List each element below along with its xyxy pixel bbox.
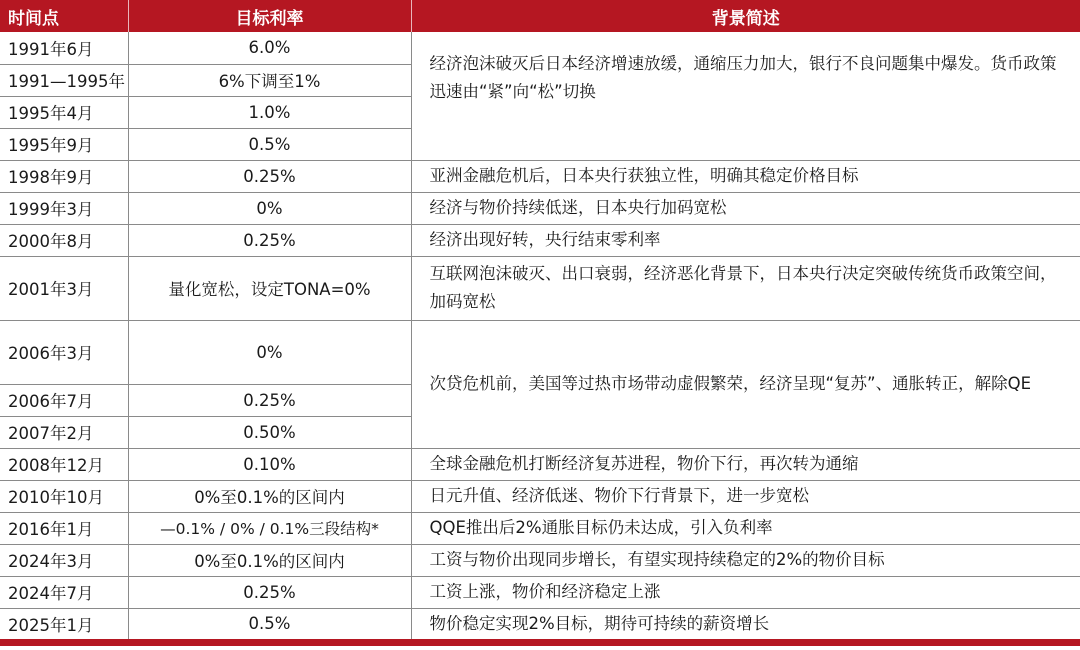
header-rate: 目标利率 [128, 0, 411, 32]
rate-cell: 0%至0.1%的区间内 [128, 544, 411, 576]
date-cell: 2024年3月 [0, 544, 128, 576]
date-cell: 1995年9月 [0, 128, 128, 160]
table-row [0, 192, 1080, 224]
rate-cell: 6.0% [128, 32, 411, 64]
background-cell: 经济出现好转，央行结束零利率 [411, 224, 1080, 256]
rate-cell: —0.1% / 0% / 0.1%三段结构* [128, 512, 411, 544]
table-row [0, 512, 1080, 544]
date-cell: 1991年6月 [0, 32, 128, 64]
date-cell: 2006年3月 [0, 320, 128, 384]
background-cell: 互联网泡沫破灭、出口衰弱，经济恶化背景下，日本央行决定突破传统货币政策空间，加码宽松 [411, 256, 1080, 320]
date-cell: 1998年9月 [0, 160, 128, 192]
date-cell: 2008年12月 [0, 448, 128, 480]
date-cell: 1999年3月 [0, 192, 128, 224]
date-cell: 2001年3月 [0, 256, 128, 320]
date-cell: 1995年4月 [0, 96, 128, 128]
rate-cell: 0.10% [128, 448, 411, 480]
background-cell: 亚洲金融危机后，日本央行获独立性，明确其稳定价格目标 [411, 160, 1080, 192]
date-cell: 2025年1月 [0, 608, 128, 639]
table-row [0, 480, 1080, 512]
rate-cell: 0% [128, 320, 411, 384]
background-cell: 全球金融危机打断经济复苏进程，物价下行，再次转为通缩 [411, 448, 1080, 480]
table-row [0, 32, 1080, 64]
rate-cell: 6%下调至1% [128, 64, 411, 96]
table-row [0, 576, 1080, 608]
background-cell: 经济泡沫破灭后日本经济增速放缓，通缩压力加大，银行不良问题集中爆发。货币政策迅速由“紧”向“松”切换 [411, 32, 1080, 160]
table-row [0, 160, 1080, 192]
rate-cell: 0.5% [128, 608, 411, 639]
table-row [0, 320, 1080, 384]
date-cell: 2006年7月 [0, 384, 128, 416]
background-cell: 物价稳定实现2%目标，期待可持续的薪资增长 [429, 613, 770, 633]
rate-cell: 0.25% [128, 224, 411, 256]
header-background: 背景简述 [411, 0, 1080, 32]
bottom-border-bar [0, 639, 1080, 646]
background-cell: 经济与物价持续低迷，日本央行加码宽松 [411, 192, 1080, 224]
date-cell: 2007年2月 [0, 416, 128, 448]
background-cell: QQE推出后2%通胀目标仍未达成，引入负利率 [411, 512, 1080, 544]
background-cell: 工资上涨，物价和经济稳定上涨 [411, 576, 1080, 608]
date-cell: 2024年7月 [0, 576, 128, 608]
rate-cell: 1.0% [128, 96, 411, 128]
table-row [0, 224, 1080, 256]
rate-cell: 0.5% [128, 128, 411, 160]
date-cell: 2010年10月 [0, 480, 128, 512]
table-row [0, 256, 1080, 320]
rate-cell: 0.25% [128, 160, 411, 192]
table-row [0, 608, 1080, 639]
table-row [0, 448, 1080, 480]
table-header-row [0, 0, 1080, 32]
background-cell: 工资与物价出现同步增长，有望实现持续稳定的2%的物价目标 [411, 544, 1080, 576]
rate-cell: 0% [128, 192, 411, 224]
rate-cell: 0%至0.1%的区间内 [128, 480, 411, 512]
date-cell: 2016年1月 [0, 512, 128, 544]
background-cell: 次贷危机前，美国等过热市场带动虚假繁荣，经济呈现“复苏”、通胀转正，解除QE [411, 320, 1080, 448]
rate-cell: 0.25% [128, 384, 411, 416]
header-date: 时间点 [0, 0, 128, 32]
background-cell: 日元升值、经济低迷、物价下行背景下，进一步宽松 [411, 480, 1080, 512]
rate-cell: 0.50% [128, 416, 411, 448]
date-cell: 2000年8月 [0, 224, 128, 256]
rate-cell: 量化宽松，设定TONA=0% [128, 256, 411, 320]
table-row [0, 544, 1080, 576]
date-cell: 1991—1995年 [0, 64, 128, 96]
rate-cell: 0.25% [128, 576, 411, 608]
